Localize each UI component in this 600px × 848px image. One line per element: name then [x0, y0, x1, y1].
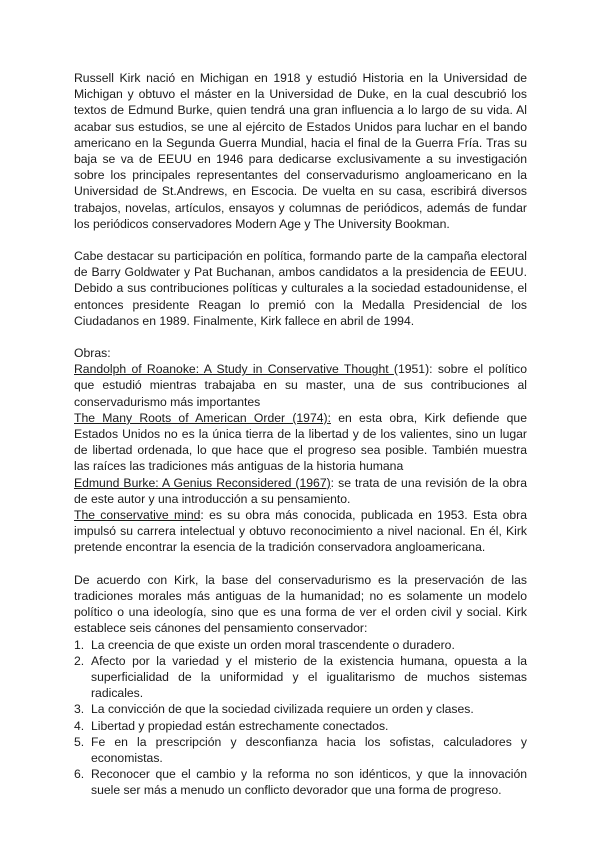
list-item	[74, 766, 527, 798]
work-title: The conservative mind	[74, 508, 201, 523]
bio-paragraph: Russell Kirk nació en Michigan en 1918 y estudió Historia en la Universidad de Michigan y obtuvo el máster en la Universidad de Duke, en la cual descubrió los textos de Edmund Burke, quien tendrá una gran influencia a lo largo de su vida. Al acabar sus estudios, se une al ejército de Estados Unidos para luchar en el bando americano en la Segunda Guerra Mundial, hacia el final de la Guerra Fría. Tras su baja se va de EEUU en 1946 para dedicarse exclusivamente a su investigación sobre los principales representantes del conservadurismo angloamericano en la Universidad de St.Andrews, en Escocia. De vuelta en su casa, escribirá diversos trabajos, novelas, artículos, ensayos y columnas de periódicos, además de fundar los periódicos conservadores Modern Age y The University Bookman.	[74, 71, 527, 231]
work-item	[74, 361, 527, 410]
work-item	[74, 410, 527, 475]
list-text: La creencia de que existe un orden moral trascendente o duradero.	[91, 637, 455, 652]
canons-list	[74, 637, 527, 799]
list-item	[74, 701, 527, 717]
work-description: en esta obra, Kirk defiende que Estados Unidos no es la única tierra de la libertad y de los valientes, sino un lugar de libertad ordenada, lo que hace que el progreso sea posible. También muestra las raíces las tradiciones más antiguas de la historia humana	[74, 410, 527, 474]
works-heading: Obras:	[74, 346, 111, 361]
list-item	[74, 734, 527, 766]
list-item	[74, 653, 527, 702]
list-number: 1.	[74, 637, 85, 652]
list-number: 3.	[74, 702, 85, 717]
list-text: Afecto por la variedad y el misterio de la existencia humana, opuesta a la superficialidad de la uniformidad y el igualitarismo de muchos sistemas radicales.	[91, 653, 527, 701]
work-description: : se trata de una revisión de la obra de este autor y una introducción a su pensamiento.	[74, 475, 527, 506]
work-description: : es su obra más conocida, publicada en 1953. Esta obra impulsó su carrera intelectual y obtuvo reconocimiento a nivel nacional. En él, Kirk pretende encontrar la esencia de la tradición conservadora angloamericana.	[74, 508, 528, 555]
spacer	[74, 556, 527, 572]
spacer	[74, 232, 527, 248]
list-text: Reconocer que el cambio y la reforma no son idénticos, y que la innovación suele ser más a menudo un conflicto devorador que una forma de progreso.	[91, 767, 527, 798]
list-text: Fe en la prescripción y desconfianza hacia los sofistas, calculadores y economistas.	[91, 734, 527, 765]
canons-intro: De acuerdo con Kirk, la base del conservadurismo es la preservación de las tradiciones morales más antiguas de la humanidad; no es solamente un modelo político o una ideología, sino que es una forma de ver el orden civil y social. Kirk establece seis cánones del pensamiento conservador:	[74, 572, 527, 636]
work-title: Edmund Burke: A Genius Reconsidered (1967)	[74, 475, 331, 490]
politics-paragraph: Cabe destacar su participación en política, formando parte de la campaña electoral de Barry Goldwater y Pat Buchanan, ambos candidatos a la presidencia de EEUU. Debido a sus contribuciones políticas y culturales a la sociedad estadounidense, el entonces presidente Reagan lo premió con la Medalla Presidencial de los Ciudadanos en 1989. Finalmente, Kirk fallece en abril de 1994.	[74, 249, 527, 328]
work-description: (1951): sobre el político que estudió mientras trabajaba en su master, una de sus contribuciones al conservadurismo más importantes	[74, 362, 527, 409]
work-item	[74, 475, 527, 507]
list-number: 5.	[74, 734, 85, 749]
list-number: 2.	[74, 653, 85, 668]
list-item	[74, 637, 527, 653]
work-item	[74, 507, 527, 556]
list-number: 6.	[74, 767, 85, 782]
list-text: La convicción de que la sociedad civilizada requiere un orden y clases.	[91, 702, 474, 717]
work-title: Randolph of Roanoke: A Study in Conservative Thought	[74, 362, 394, 377]
work-title: The Many Roots of American Order (1974):	[74, 410, 331, 425]
spacer	[74, 329, 527, 345]
list-number: 4.	[74, 718, 85, 733]
list-item	[74, 718, 527, 734]
list-text: Libertad y propiedad están estrechamente conectados.	[91, 718, 389, 733]
